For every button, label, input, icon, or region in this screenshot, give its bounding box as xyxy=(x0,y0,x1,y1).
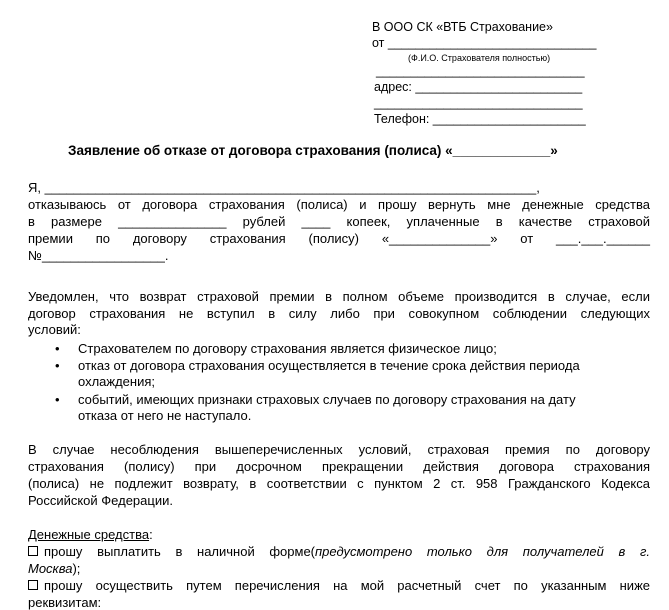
para2-line-2: договор страхования не вступил в силу либо при совокупном соблюдении следующих xyxy=(28,306,650,321)
address-line-2: ______________________________ xyxy=(374,96,583,110)
name-line-2: ______________________________ xyxy=(376,64,585,78)
bullet-3-line-1: событий, имеющих признаки страховых случаев по договору страхования на дату xyxy=(78,392,576,407)
bullet-1-line-1: Страхователем по договору страхования является физическое лицо; xyxy=(78,341,497,356)
funds-colon: : xyxy=(149,527,153,542)
para3-line-2: страхования (полису) при досрочном прекращении действия договора страхования xyxy=(28,459,650,474)
para1-line-1: Я, ____________________________________________________________________, xyxy=(28,180,540,195)
bullet-icon: • xyxy=(55,358,60,373)
para1-line-3: в размере _______________ рублей ____ копеек, уплаченные в качестве страховой xyxy=(28,214,650,229)
bullet-2-line-1: отказ от договора страхования осуществляется в течение срока действия периода xyxy=(78,358,580,373)
para1-line-5: №_________________. xyxy=(28,248,169,263)
option-transfer-line-2: реквизитам: xyxy=(28,595,102,610)
phone-field: Телефон: ______________________ xyxy=(374,112,586,126)
funds-heading xyxy=(28,527,153,542)
bullet-3-line-2: отказа от него не наступало. xyxy=(78,408,252,423)
document-title: Заявление об отказе от договора страхования (полиса) «_____________» xyxy=(68,143,558,158)
option-cash-note: предусмотрено только для получателей в г. xyxy=(315,544,650,559)
bullet-icon: • xyxy=(55,341,60,356)
option-cash-line-2 xyxy=(28,561,80,576)
option-cash-line-1 xyxy=(28,544,650,559)
option-transfer-text: прошу осуществить путем перечисления на мой расчетный счет по указанным ниже xyxy=(44,578,650,593)
address-field: адрес: ________________________ xyxy=(374,80,583,94)
para1-line-2: отказываюсь от договора страхования (полиса) и прошу вернуть мне денежные средства xyxy=(28,197,650,212)
recipient-line: В ООО СК «ВТБ Страхование» xyxy=(372,20,553,34)
para3-line-1: В случае несоблюдения вышеперечисленных условий, страховая премия по договору xyxy=(28,442,650,457)
checkbox-icon[interactable] xyxy=(28,580,38,590)
funds-label: Денежные средства xyxy=(28,527,150,542)
para3-line-3: (полиса) не подлежит возврату, в соответствии с пунктом 2 ст. 958 Гражданского Кодекса xyxy=(28,476,650,491)
option-transfer-line-1 xyxy=(28,578,650,593)
option-cash-main: прошу выплатить в наличной форме( xyxy=(44,544,316,559)
para1-line-4: премии по договору страхования (полису) «______________» от ___.___.______ xyxy=(28,231,650,246)
bullet-icon: • xyxy=(55,392,60,407)
option-cash-end: ); xyxy=(72,561,81,576)
para2-line-3: условий: xyxy=(28,322,81,337)
bullet-2-line-2: охлаждения; xyxy=(78,374,156,389)
para3-line-4: Российской Федерации. xyxy=(28,493,173,508)
checkbox-icon[interactable] xyxy=(28,546,38,556)
option-cash-city: Москва xyxy=(28,561,73,576)
from-field: от ______________________________ xyxy=(372,36,597,50)
fio-hint: (Ф.И.О. Страхователя полностью) xyxy=(408,53,551,63)
para2-line-1: Уведомлен, что возврат страховой премии в полном объеме производится в случае, если xyxy=(28,289,650,304)
